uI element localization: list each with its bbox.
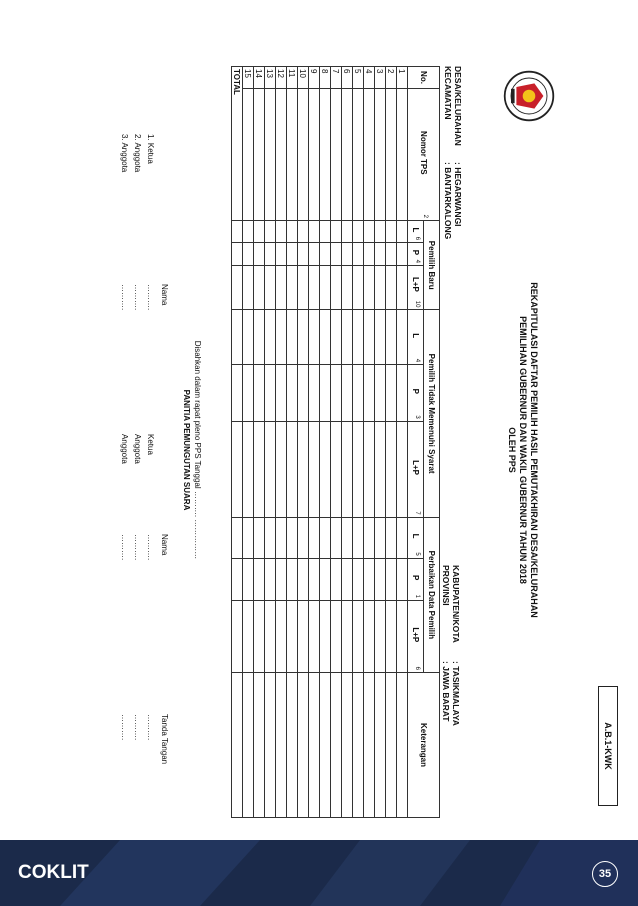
row-number: 6 — [342, 67, 353, 89]
table-cell[interactable] — [375, 517, 386, 558]
provinsi-label: PROVINSI — [441, 565, 451, 606]
sub-l — [408, 517, 424, 558]
title-line-3: OLEH PPS — [507, 427, 517, 473]
table-cell[interactable] — [309, 673, 320, 818]
table-cell[interactable] — [254, 310, 265, 365]
sub-p — [408, 365, 424, 422]
table-row — [375, 67, 386, 818]
table-cell[interactable] — [254, 558, 265, 600]
table-cell[interactable] — [331, 221, 342, 243]
table-cell[interactable] — [331, 89, 342, 221]
table-cell[interactable] — [298, 601, 309, 673]
table-cell[interactable] — [243, 266, 254, 310]
row-number: 5 — [353, 67, 364, 89]
table-cell[interactable] — [309, 558, 320, 600]
sub-l-label: L — [411, 333, 420, 339]
table-cell[interactable] — [243, 517, 254, 558]
table-cell[interactable] — [298, 365, 309, 422]
kecamatan-label: KECAMATAN — [443, 66, 453, 120]
table-cell[interactable] — [309, 89, 320, 221]
table-cell[interactable] — [254, 601, 265, 673]
col-no-header: No. — [408, 67, 440, 89]
table-row — [254, 67, 265, 818]
table-cell[interactable] — [353, 89, 364, 221]
member-signature-dots: ………. — [120, 714, 129, 741]
sub-lp-label: L+P — [411, 460, 420, 475]
table-cell[interactable] — [287, 89, 298, 221]
table-cell[interactable] — [309, 221, 320, 243]
group-perbaikan: Perbaikan Data Pemilih — [424, 517, 440, 672]
table-cell[interactable] — [342, 310, 353, 365]
table-cell[interactable] — [353, 365, 364, 422]
member-row — [119, 134, 130, 834]
table-cell[interactable] — [320, 89, 331, 221]
row-number: 9 — [309, 67, 320, 89]
table-cell[interactable] — [320, 310, 331, 365]
table-cell[interactable] — [243, 673, 254, 818]
table-row — [287, 67, 298, 818]
row-number: 3 — [375, 67, 386, 89]
table-cell[interactable] — [375, 421, 386, 517]
table-cell[interactable] — [254, 89, 265, 221]
table-cell[interactable] — [375, 601, 386, 673]
table-cell[interactable] — [265, 673, 276, 818]
table-row — [353, 67, 364, 818]
table-cell[interactable] — [320, 558, 331, 600]
sub-l-label: L — [411, 227, 420, 233]
table-cell[interactable] — [320, 517, 331, 558]
table-cell[interactable] — [353, 243, 364, 266]
kabupaten-label: KABUPATEN/KOTA — [451, 565, 461, 643]
table-cell[interactable] — [397, 89, 408, 221]
row-number: 13 — [265, 67, 276, 89]
table-cell[interactable] — [276, 517, 287, 558]
table-cell[interactable] — [397, 601, 408, 673]
kabupaten-value: : TASIKMALAYA — [451, 661, 461, 726]
table-row — [386, 67, 397, 818]
sub-lp — [408, 421, 424, 517]
member-row — [132, 134, 143, 834]
col-number: 4 — [414, 259, 420, 263]
hdr-tanda-tangan: Tanda Tangan — [160, 714, 169, 765]
table-cell[interactable] — [276, 365, 287, 422]
table-cell[interactable] — [298, 673, 309, 818]
table-cell[interactable] — [276, 89, 287, 221]
identity-right — [441, 565, 461, 726]
table-cell[interactable] — [364, 673, 375, 818]
table-cell[interactable] — [243, 601, 254, 673]
table-row — [320, 67, 331, 818]
title-line-2: PEMILIHAN GUBERNUR DAN WAKIL GUBERNUR TAHUN 2018 — [518, 316, 528, 584]
table-cell[interactable] — [276, 243, 287, 266]
table-cell[interactable] — [364, 558, 375, 600]
total-cell[interactable] — [232, 266, 243, 310]
member-name-dots: ………. — [146, 534, 155, 561]
table-cell[interactable] — [331, 558, 342, 600]
row-number: 11 — [287, 67, 298, 89]
form-code-box — [598, 686, 618, 806]
table-cell[interactable] — [364, 266, 375, 310]
col-number: 4 — [414, 358, 420, 363]
table-cell[interactable] — [331, 266, 342, 310]
table-cell[interactable] — [397, 365, 408, 422]
row-number: 15 — [243, 67, 254, 89]
sub-p-label: P — [411, 388, 420, 394]
table-cell[interactable] — [397, 221, 408, 243]
recap-table — [231, 66, 440, 818]
member-dots: ………. — [133, 284, 142, 311]
table-row — [331, 67, 342, 818]
table-cell[interactable] — [342, 601, 353, 673]
table-cell[interactable] — [397, 266, 408, 310]
table-cell[interactable] — [320, 601, 331, 673]
table-cell[interactable] — [342, 221, 353, 243]
table-cell[interactable] — [353, 266, 364, 310]
table-cell[interactable] — [364, 221, 375, 243]
table-cell[interactable] — [386, 266, 397, 310]
total-label: TOTAL — [232, 67, 243, 221]
table-cell[interactable] — [265, 221, 276, 243]
table-cell[interactable] — [287, 221, 298, 243]
page-number: 35 — [598, 868, 612, 880]
table-cell[interactable] — [353, 673, 364, 818]
table-cell[interactable] — [309, 266, 320, 310]
table-cell[interactable] — [276, 601, 287, 673]
table-cell[interactable] — [287, 421, 298, 517]
table-cell[interactable] — [320, 365, 331, 422]
table-body — [232, 67, 408, 818]
table-cell[interactable] — [298, 421, 309, 517]
row-number: 1 — [397, 67, 408, 89]
total-cell[interactable] — [232, 558, 243, 600]
table-cell[interactable] — [298, 310, 309, 365]
col-number: 2 — [422, 214, 428, 218]
table-cell[interactable] — [265, 310, 276, 365]
table-cell[interactable] — [254, 266, 265, 310]
sub-l-label: L — [411, 533, 420, 539]
col-number: 6 — [414, 666, 420, 670]
total-row — [232, 67, 243, 818]
table-cell[interactable] — [320, 421, 331, 517]
table-cell[interactable] — [397, 421, 408, 517]
table-cell[interactable] — [353, 421, 364, 517]
table-cell[interactable] — [342, 243, 353, 266]
col-number: 1 — [414, 594, 420, 599]
total-cell[interactable] — [232, 310, 243, 365]
table-cell[interactable] — [386, 243, 397, 266]
table-cell[interactable] — [276, 558, 287, 600]
table-cell[interactable] — [265, 266, 276, 310]
table-cell[interactable] — [254, 673, 265, 818]
member-number: 1. Ketua — [146, 134, 155, 164]
table-cell[interactable] — [320, 266, 331, 310]
table-cell[interactable] — [298, 221, 309, 243]
table-cell[interactable] — [254, 365, 265, 422]
table-cell[interactable] — [364, 243, 375, 266]
table-cell[interactable] — [243, 421, 254, 517]
row-number: 4 — [364, 67, 375, 89]
table-cell[interactable] — [353, 310, 364, 365]
row-number: 8 — [320, 67, 331, 89]
table-cell[interactable] — [287, 365, 298, 422]
table-cell[interactable] — [375, 89, 386, 221]
table-cell[interactable] — [309, 421, 320, 517]
table-cell[interactable] — [287, 558, 298, 600]
table-cell[interactable] — [331, 421, 342, 517]
table-cell[interactable] — [331, 673, 342, 818]
member-role: Anggota — [120, 434, 129, 464]
desa-value: : HEGARWANGI — [453, 162, 463, 227]
sub-p — [408, 558, 424, 600]
table-cell[interactable] — [309, 243, 320, 266]
sub-l — [408, 310, 424, 365]
table-cell[interactable] — [254, 243, 265, 266]
total-cell[interactable] — [232, 243, 243, 266]
table-cell[interactable] — [298, 243, 309, 266]
table-cell[interactable] — [386, 517, 397, 558]
table-cell[interactable] — [353, 601, 364, 673]
table-cell[interactable] — [331, 517, 342, 558]
member-dots: ………. — [120, 284, 129, 311]
table-cell[interactable] — [342, 421, 353, 517]
table-cell[interactable] — [342, 517, 353, 558]
table-cell[interactable] — [243, 221, 254, 243]
kecamatan-value: : BANTARKALONG — [443, 162, 453, 240]
row-number: 14 — [254, 67, 265, 89]
total-cell[interactable] — [232, 517, 243, 558]
table-cell[interactable] — [331, 310, 342, 365]
table-cell[interactable] — [386, 558, 397, 600]
table-row — [342, 67, 353, 818]
table-cell[interactable] — [364, 365, 375, 422]
table-cell[interactable] — [375, 558, 386, 600]
table-cell[interactable] — [397, 673, 408, 818]
col-number: 5 — [414, 552, 420, 556]
footer-pattern-icon — [0, 840, 638, 906]
table-cell[interactable] — [386, 221, 397, 243]
document-title — [506, 210, 539, 690]
table-cell[interactable] — [386, 673, 397, 818]
footer-label: COKLIT — [18, 862, 89, 883]
member-row — [145, 134, 156, 834]
table-cell[interactable] — [342, 673, 353, 818]
table-cell[interactable] — [265, 558, 276, 600]
col-tps-label: Nomor TPS — [419, 131, 428, 175]
table-row — [243, 67, 254, 818]
col-number: 7 — [414, 511, 420, 515]
col-number: 3 — [414, 415, 420, 419]
table-cell[interactable] — [243, 558, 254, 600]
table-cell[interactable] — [386, 89, 397, 221]
table-cell[interactable] — [254, 221, 265, 243]
table-cell[interactable] — [243, 89, 254, 221]
group-pemilih-baru: Pemilih Baru — [424, 221, 440, 310]
signature-names — [117, 134, 170, 834]
table-cell[interactable] — [375, 310, 386, 365]
table-cell[interactable] — [364, 310, 375, 365]
table-row — [364, 67, 375, 818]
table-cell[interactable] — [320, 673, 331, 818]
table-cell[interactable] — [342, 558, 353, 600]
table-row — [276, 67, 287, 818]
row-number: 10 — [298, 67, 309, 89]
table-cell[interactable] — [364, 89, 375, 221]
sub-p — [408, 243, 424, 266]
table-cell[interactable] — [276, 266, 287, 310]
table-cell[interactable] — [287, 601, 298, 673]
kpu-logo-icon — [502, 68, 556, 124]
table-cell[interactable] — [287, 243, 298, 266]
total-cell[interactable] — [232, 601, 243, 673]
row-number: 2 — [386, 67, 397, 89]
table-cell[interactable] — [331, 243, 342, 266]
footer-band — [0, 840, 638, 906]
sub-l — [408, 221, 424, 243]
table-cell[interactable] — [309, 365, 320, 422]
title-line-1: REKAPITULASI DAFTAR PEMILIH HASIL PEMUTAKHIRAN DESA/KELURAHAN — [529, 282, 539, 618]
row-number: 7 — [331, 67, 342, 89]
table-cell[interactable] — [265, 421, 276, 517]
col-number: 6 — [414, 236, 420, 241]
identity-left — [443, 66, 463, 239]
total-cell[interactable] — [232, 221, 243, 243]
total-cell[interactable] — [232, 673, 243, 818]
sub-lp — [408, 266, 424, 310]
desa-label: DESA/KELURAHAN — [453, 66, 463, 146]
col-tps-header — [408, 89, 440, 221]
table-cell[interactable] — [331, 365, 342, 422]
total-cell[interactable] — [232, 421, 243, 517]
table-row — [309, 67, 320, 818]
table-cell[interactable] — [386, 601, 397, 673]
table-cell[interactable] — [254, 421, 265, 517]
table-cell[interactable] — [397, 310, 408, 365]
table-cell[interactable] — [375, 243, 386, 266]
table-cell[interactable] — [298, 89, 309, 221]
member-role: Ketua — [146, 434, 155, 455]
signature-block — [181, 210, 203, 690]
table-cell[interactable] — [364, 601, 375, 673]
table-cell[interactable] — [276, 421, 287, 517]
col-number: 10 — [414, 300, 420, 308]
sub-p-label: P — [411, 249, 420, 256]
table-cell[interactable] — [298, 266, 309, 310]
table-cell[interactable] — [309, 517, 320, 558]
table-cell[interactable] — [320, 243, 331, 266]
table-cell[interactable] — [287, 673, 298, 818]
member-role: Anggota — [133, 434, 142, 464]
table-cell[interactable] — [397, 243, 408, 266]
form-code-text: A.B.1-KWK — [603, 722, 613, 770]
table-cell[interactable] — [397, 558, 408, 600]
row-number: 12 — [276, 67, 287, 89]
table-cell[interactable] — [375, 673, 386, 818]
table-row — [298, 67, 309, 818]
table-cell[interactable] — [309, 601, 320, 673]
table-cell[interactable] — [276, 221, 287, 243]
table-cell[interactable] — [386, 421, 397, 517]
sub-lp-label: L+P — [411, 276, 420, 292]
table-cell[interactable] — [287, 310, 298, 365]
table-cell[interactable] — [386, 310, 397, 365]
member-signature-dots: ………. — [133, 714, 142, 741]
table-cell[interactable] — [287, 517, 298, 558]
sub-p-label: P — [411, 575, 420, 581]
table-cell[interactable] — [364, 421, 375, 517]
table-cell[interactable] — [342, 365, 353, 422]
table-cell[interactable] — [287, 266, 298, 310]
member-number: 2. Anggota — [133, 134, 142, 173]
ratified-text: Disahkan dalam rapat pleno PPS Tanggal ………. …………… — [193, 340, 202, 560]
table-cell[interactable] — [364, 517, 375, 558]
table-cell[interactable] — [243, 243, 254, 266]
table-cell[interactable] — [243, 310, 254, 365]
table-cell[interactable] — [265, 517, 276, 558]
group-tms: Pemilih Tidak Memenuhi Syarat — [424, 310, 440, 517]
table-cell[interactable] — [331, 601, 342, 673]
table-cell[interactable] — [353, 517, 364, 558]
table-cell[interactable] — [265, 601, 276, 673]
member-name-dots: ………. — [133, 534, 142, 561]
member-signature-dots: ………. — [146, 714, 155, 741]
table-cell[interactable] — [386, 365, 397, 422]
table-cell[interactable] — [342, 89, 353, 221]
table-cell[interactable] — [342, 266, 353, 310]
table-row — [265, 67, 276, 818]
table-cell[interactable] — [298, 558, 309, 600]
table-row — [397, 67, 408, 818]
member-number: 3. Anggota — [120, 134, 129, 173]
table-cell[interactable] — [265, 243, 276, 266]
table-cell[interactable] — [397, 517, 408, 558]
table-cell[interactable] — [320, 221, 331, 243]
member-dots: ………. — [146, 284, 155, 311]
table-cell[interactable] — [254, 517, 265, 558]
col-keterangan-header: Keterangan — [408, 673, 440, 818]
table-cell[interactable] — [353, 558, 364, 600]
provinsi-value: : JAWA BARAT — [441, 661, 451, 722]
table-cell[interactable] — [375, 221, 386, 243]
committee-text: PANITIA PEMUNGUTAN SUARA — [182, 389, 191, 511]
table-cell[interactable] — [265, 89, 276, 221]
table-cell[interactable] — [276, 673, 287, 818]
table-cell[interactable] — [353, 221, 364, 243]
sub-lp — [408, 601, 424, 673]
hdr-nama-2: Nama — [160, 534, 169, 556]
table-cell[interactable] — [375, 266, 386, 310]
table-cell[interactable] — [276, 310, 287, 365]
page-number-badge — [592, 861, 618, 887]
hdr-nama: Nama — [160, 284, 169, 306]
table-cell[interactable] — [375, 365, 386, 422]
table-cell[interactable] — [243, 365, 254, 422]
table-cell[interactable] — [309, 310, 320, 365]
sub-lp-label: L+P — [411, 627, 420, 643]
total-cell[interactable] — [232, 365, 243, 422]
table-cell[interactable] — [265, 365, 276, 422]
table-cell[interactable] — [298, 517, 309, 558]
member-name-dots: ………. — [120, 534, 129, 561]
